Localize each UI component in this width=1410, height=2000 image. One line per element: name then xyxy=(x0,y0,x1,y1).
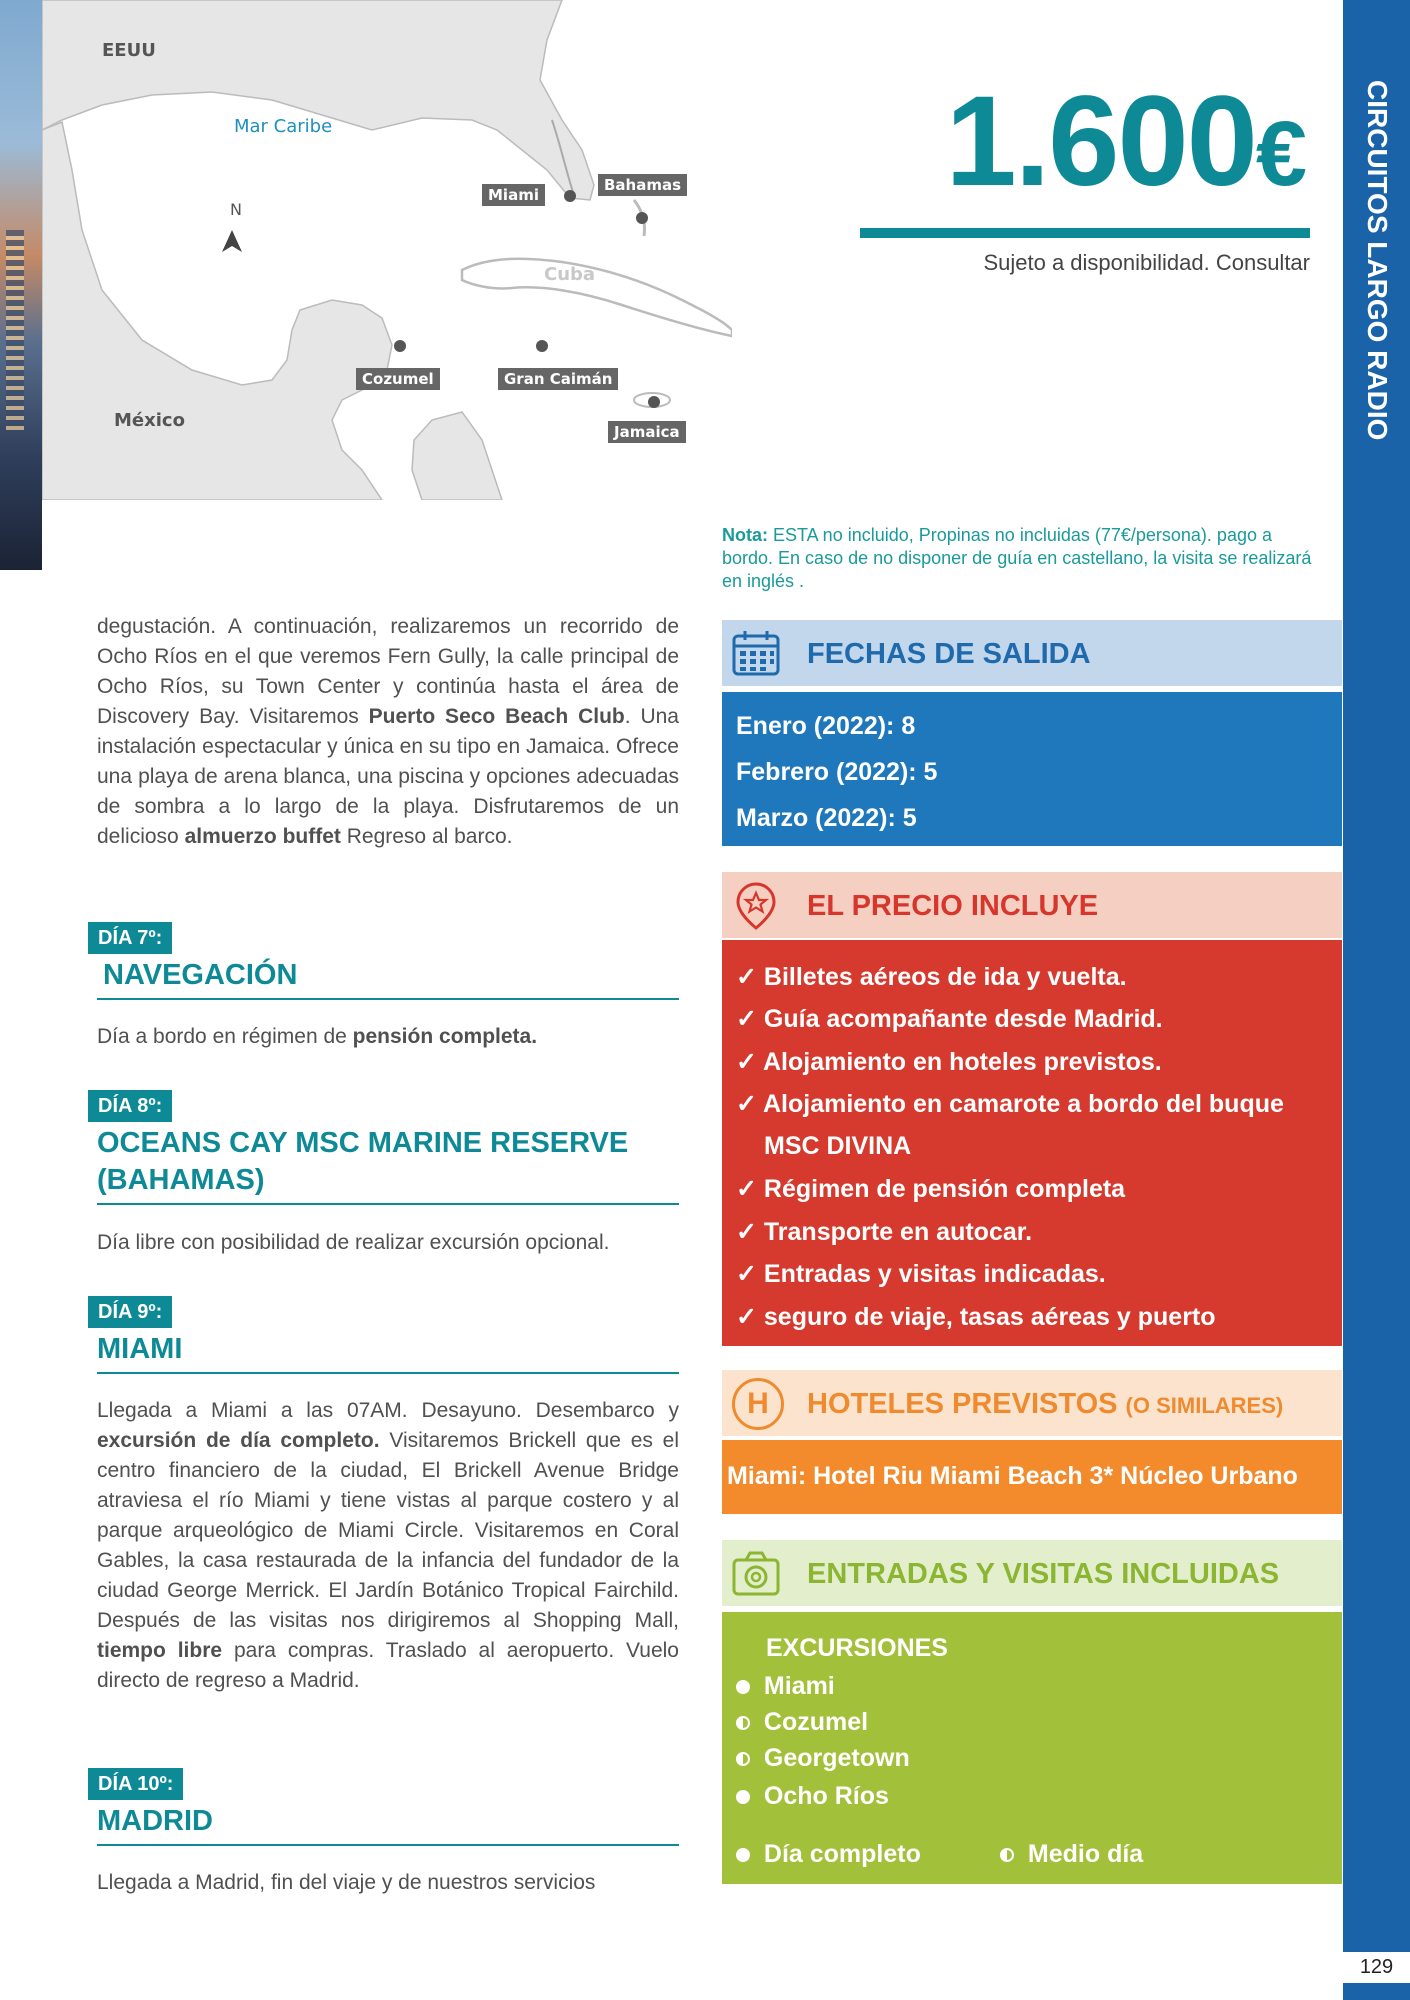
incluye-item-label: Entradas y visitas indicadas. xyxy=(763,1260,1106,1288)
excursion-item xyxy=(736,1782,889,1811)
intro-paragraph xyxy=(97,612,679,852)
incluye-item xyxy=(736,1089,1284,1119)
port-tag-jamaica: Jamaica xyxy=(608,421,686,443)
incluye-item-label: seguro de viaje, tasas aéreas y puerto xyxy=(763,1303,1216,1331)
entradas-title: ENTRADAS Y VISITAS INCLUIDAS xyxy=(807,1558,1280,1590)
excursion-label: Cozumel xyxy=(763,1708,869,1736)
city-photo-strip xyxy=(0,0,42,570)
check-icon: ✓ xyxy=(736,963,757,991)
day-10-tag: DÍA 10º: xyxy=(88,1768,183,1800)
intro-bold-1: Puerto Seco Beach Club xyxy=(368,705,625,728)
star-badge-icon xyxy=(730,880,782,932)
map-label-mexico: México xyxy=(114,410,185,431)
excursiones-subtitle: EXCURSIONES xyxy=(766,1634,948,1662)
day-8-title xyxy=(97,1125,679,1205)
port-tag-cozumel: Cozumel xyxy=(356,368,440,390)
day-9-text-1: Llegada a Miami a las 07AM. Desayuno. Desembarco y xyxy=(97,1399,679,1422)
incluye-item-label: Alojamiento en camarote a bordo del buque xyxy=(762,1090,1284,1118)
incluye-item xyxy=(736,1302,1216,1332)
incluye-item xyxy=(736,1259,1106,1289)
incluye-body xyxy=(722,940,1342,1346)
day-9-text-2: Visitaremos Brickell que es el centro financiero de la ciudad, El Brickell Avenue Bridge atraviesa el río Miami y tiene vistas al parque costero y al parque arqueológico de Miami Circle. Visitaremos en Coral Gables, la casa restaurada de la infancia del fundador de la ciudad George Merrick. El Jardín Botánico Tropical Fairchild. Después de las visitas nos dirigiremos al Shopping Mall, xyxy=(97,1429,679,1632)
incluye-header xyxy=(722,872,1342,938)
port-tag-bahamas: Bahamas xyxy=(598,174,687,196)
full-day-icon xyxy=(736,1848,750,1862)
check-icon: ✓ xyxy=(736,1218,757,1246)
check-icon: ✓ xyxy=(736,1260,757,1288)
incluye-item xyxy=(736,1004,1163,1034)
fecha-item: Enero (2022): 8 xyxy=(736,712,916,740)
check-icon: ✓ xyxy=(736,1090,757,1118)
full-day-icon xyxy=(736,1790,750,1804)
section-title: CIRCUITOS LARGO RADIO xyxy=(1361,80,1393,441)
legend-full-label: Día completo xyxy=(763,1840,921,1868)
map-label-cuba: Cuba xyxy=(544,264,596,285)
day-9-text-3: para compras. Traslado al aeropuerto. Vuelo directo de regreso a Madrid. xyxy=(97,1639,679,1692)
hoteles-title xyxy=(807,1388,1283,1421)
day-8-tag: DÍA 8º: xyxy=(88,1090,172,1122)
intro-text-3: Regreso al barco. xyxy=(340,825,513,848)
price-underline xyxy=(860,228,1310,238)
fechas-title: FECHAS DE SALIDA xyxy=(807,638,1091,670)
day-8-title-line-1: OCEANS CAY MSC MARINE RESERVE xyxy=(97,1127,629,1159)
hoteles-title-main: HOTELES PREVISTOS xyxy=(807,1388,1118,1420)
day-10-title: MADRID xyxy=(97,1803,679,1846)
day-7-bold-1: pensión completa. xyxy=(352,1025,538,1048)
day-7-text-1: Día a bordo en régimen de xyxy=(97,1025,353,1048)
excursion-item xyxy=(736,1708,868,1737)
full-day-icon xyxy=(736,1680,750,1694)
incluye-item-label: Régimen de pensión completa xyxy=(763,1175,1126,1203)
map-label-sea: Mar Caribe xyxy=(234,116,333,137)
legend-half-day xyxy=(1000,1840,1143,1869)
excursion-item xyxy=(736,1744,910,1773)
map-label-usa: EEUU xyxy=(102,40,156,61)
price-currency: € xyxy=(1255,103,1305,205)
section-band-title xyxy=(1343,80,1410,500)
day-7-title: NAVEGACIÓN xyxy=(97,957,679,1000)
excursion-label: Miami xyxy=(763,1672,835,1700)
half-day-icon xyxy=(736,1716,750,1730)
intro-bold-2: almuerzo buffet xyxy=(184,825,341,848)
port-tag-gran-caiman: Gran Caimán xyxy=(498,368,618,390)
fecha-item: Febrero (2022): 5 xyxy=(736,758,938,786)
half-day-icon xyxy=(736,1752,750,1766)
north-label: N xyxy=(230,200,242,219)
check-icon: ✓ xyxy=(736,1005,757,1033)
entradas-header xyxy=(722,1540,1342,1606)
page-number: 129 xyxy=(1343,1952,1410,1983)
check-icon: ✓ xyxy=(736,1048,757,1076)
incluye-item xyxy=(736,1174,1125,1204)
incluye-item xyxy=(736,962,1127,992)
excursion-label: Georgetown xyxy=(763,1744,910,1772)
incluye-item-label: Transporte en autocar. xyxy=(763,1218,1033,1246)
day-9-bold-1: excursión de día completo. xyxy=(97,1429,380,1452)
hotel-icon-letter: H xyxy=(747,1387,769,1420)
intro-text-2: . Una instalación espectacular y única en su tipo en Jamaica. Ofrece una playa de arena blanca, una piscina y opciones adecuadas de sombra a lo largo de la playa. Disfrutaremos de un delicioso xyxy=(97,705,679,848)
nota-label: Nota: xyxy=(722,525,768,545)
day-10-text: Llegada a Madrid, fin del viaje y de nuestros servicios xyxy=(97,1871,596,1894)
price-value: 1.600 xyxy=(945,70,1256,213)
day-9-text xyxy=(97,1396,679,1696)
price-amount xyxy=(946,72,1305,224)
calendar-icon xyxy=(730,628,782,680)
intro-text-1: degustación. A continuación, realizaremos un recorrido de Ocho Ríos en el que veremos Fern Gully, la calle principal de Ocho Ríos, su Town Center y continúa hasta el área de Discovery Bay. Visitaremos xyxy=(97,615,679,728)
day-9-tag: DÍA 9º: xyxy=(88,1296,172,1328)
day-9-title: MIAMI xyxy=(97,1331,679,1374)
incluye-item-label: Alojamiento en hoteles previstos. xyxy=(762,1048,1162,1076)
incluye-item xyxy=(736,1047,1162,1077)
nota-body: ESTA no incluido, Propinas no incluidas (77€/persona). pago a bordo. En caso de no disponer de guía en castellano, la visita se realizará en inglés . xyxy=(722,525,1312,591)
legend-full-day xyxy=(736,1840,921,1869)
price-note: Sujeto a disponibilidad. Consultar xyxy=(983,250,1310,275)
day-9-bold-2: tiempo libre xyxy=(97,1639,223,1662)
hotel-icon xyxy=(732,1378,784,1430)
fechas-body xyxy=(722,692,1342,846)
hoteles-header xyxy=(722,1370,1342,1436)
incluye-item-continuation: MSC DIVINA xyxy=(764,1132,912,1160)
day-7-tag: DÍA 7º: xyxy=(88,922,172,954)
excursion-label: Ocho Ríos xyxy=(763,1782,889,1810)
half-day-icon xyxy=(1000,1848,1014,1862)
legend-half-label: Medio día xyxy=(1027,1840,1144,1868)
port-tag-miami: Miami xyxy=(482,184,545,206)
day-8-text: Día libre con posibilidad de realizar excursión opcional. xyxy=(97,1231,610,1254)
hoteles-title-small: (O SIMILARES) xyxy=(1125,1393,1284,1418)
camera-icon xyxy=(730,1548,782,1600)
entradas-body xyxy=(722,1612,1342,1884)
incluye-item-label: Billetes aéreos de ida y vuelta. xyxy=(763,963,1127,991)
hoteles-body xyxy=(722,1440,1342,1514)
fechas-header xyxy=(722,620,1342,686)
nota-text xyxy=(722,524,1322,593)
incluye-item xyxy=(736,1217,1032,1247)
incluye-item-label: Guía acompañante desde Madrid. xyxy=(763,1005,1163,1033)
check-icon: ✓ xyxy=(736,1303,757,1331)
day-8-title-line-2: (BAHAMAS) xyxy=(97,1164,265,1196)
route-map xyxy=(42,0,732,500)
incluye-title: EL PRECIO INCLUYE xyxy=(807,890,1099,922)
hotel-row: Miami: Hotel Riu Miami Beach 3* Núcleo Urbano xyxy=(727,1462,1298,1490)
fecha-item: Marzo (2022): 5 xyxy=(736,804,917,832)
excursion-item xyxy=(736,1672,835,1701)
day-7-text xyxy=(97,1022,679,1052)
check-icon: ✓ xyxy=(736,1175,757,1203)
